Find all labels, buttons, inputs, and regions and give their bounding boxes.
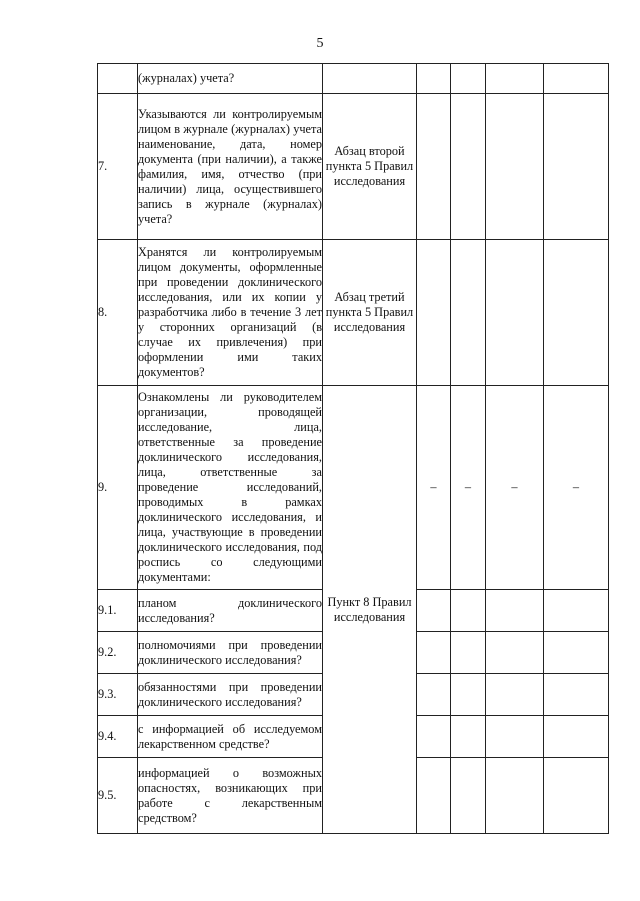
answer-yes-cell[interactable] [417,240,451,386]
comment-cell[interactable] [544,590,609,632]
answer-no-cell[interactable] [451,674,486,716]
answer-no-cell[interactable] [451,64,486,94]
answer-yes-cell[interactable]: – [417,386,451,590]
answer-yes-cell[interactable] [417,64,451,94]
requirement-text: планом доклинического исследования? [138,590,323,632]
requirement-text: Ознакомлены ли руководителем организации, проводящей исследование, лица, ответственные за проведение доклинического исследования, лица, ответственные за проведение исследований, проводимых в рамках доклинического исследования, и лица, участвующие в проведении доклинического исследования, под роспись со следующими документами: [138,386,323,590]
table-row [98,94,609,240]
answer-no-cell[interactable] [451,240,486,386]
item-number: 9.4. [98,716,138,758]
requirement-text: Хранятся ли контролируемым лицом документы, оформленные при проведении доклинического исследования, или их копии у разработчика либо в течение 3 лет у сторонних организаций (в случае их привлечения) при оформлении ими таких документов? [138,240,323,386]
answer-yes-cell[interactable] [417,590,451,632]
answer-yes-cell[interactable] [417,632,451,674]
answer-na-cell[interactable] [486,590,544,632]
table-row [98,64,609,94]
item-number: 9.2. [98,632,138,674]
requirement-text: (журналах) учета? [138,64,323,94]
requirement-text: полномочиями при проведении доклинического исследования? [138,632,323,674]
answer-na-cell[interactable] [486,240,544,386]
answer-na-cell[interactable] [486,94,544,240]
comment-cell[interactable]: – [544,386,609,590]
answer-na-cell[interactable]: – [486,386,544,590]
item-number [98,64,138,94]
requirement-text: Указываются ли контролируемым лицом в журнале (журналах) учета наименование, дата, номер документа (при наличии), а также фамилия, имя, отчество (при наличии) лица, осуществившего запись в журнале (журналах) учета? [138,94,323,240]
answer-no-cell[interactable] [451,758,486,834]
answer-na-cell[interactable] [486,632,544,674]
comment-cell[interactable] [544,94,609,240]
answer-yes-cell[interactable] [417,674,451,716]
comment-cell[interactable] [544,64,609,94]
answer-no-cell[interactable] [451,716,486,758]
answer-na-cell[interactable] [486,716,544,758]
requirement-text: с информацией об исследуемом лекарственном средстве? [138,716,323,758]
item-number: 7. [98,94,138,240]
comment-cell[interactable] [544,674,609,716]
answer-yes-cell[interactable] [417,716,451,758]
item-number: 9.1. [98,590,138,632]
legal-reference: Абзац третий пункта 5 Правил исследования [323,240,417,386]
requirement-text: информацией о возможных опасностях, возникающих при работе с лекарственным средством? [138,758,323,834]
requirement-text: обязанностями при проведении доклинического исследования? [138,674,323,716]
comment-cell[interactable] [544,758,609,834]
answer-no-cell[interactable] [451,590,486,632]
answer-na-cell[interactable] [486,674,544,716]
legal-reference: Абзац второй пункта 5 Правил исследования [323,94,417,240]
checklist-table [97,63,609,834]
item-number: 9.5. [98,758,138,834]
comment-cell[interactable] [544,240,609,386]
comment-cell[interactable] [544,716,609,758]
item-number: 9.3. [98,674,138,716]
item-number: 9. [98,386,138,590]
table-row [98,240,609,386]
answer-na-cell[interactable] [486,64,544,94]
page-number: 5 [316,36,324,51]
answer-no-cell[interactable] [451,94,486,240]
legal-reference: Пункт 8 Правил исследования [323,386,417,834]
answer-na-cell[interactable] [486,758,544,834]
answer-yes-cell[interactable] [417,758,451,834]
answer-no-cell[interactable] [451,632,486,674]
answer-no-cell[interactable]: – [451,386,486,590]
table-row [98,386,609,590]
comment-cell[interactable] [544,632,609,674]
item-number: 8. [98,240,138,386]
legal-reference [323,64,417,94]
answer-yes-cell[interactable] [417,94,451,240]
